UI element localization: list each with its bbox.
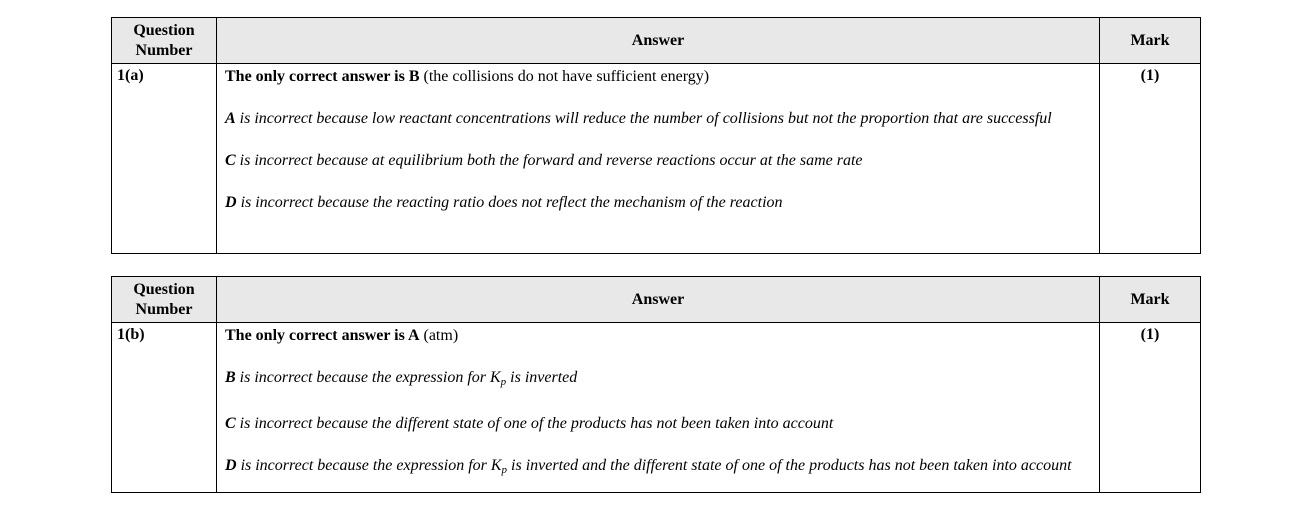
answer-header: Answer	[217, 277, 1100, 323]
option-b-explanation: B is incorrect because the expression for $K_p$ is inverted	[225, 369, 578, 388]
option-d-explanation: D is incorrect because the reacting ratio does not reflect the mechanism of the reaction	[225, 194, 783, 211]
correct-answer	[225, 67, 1091, 87]
answer-cell	[217, 64, 1100, 254]
answer-cell	[217, 323, 1100, 493]
option-c-explanation: C is incorrect because the different state of one of the products has not been taken into account	[225, 415, 834, 432]
answer-row	[112, 64, 1201, 254]
mark-header: Mark	[1100, 18, 1201, 64]
mark-scheme-table-1a	[111, 17, 1201, 254]
correct-answer-reason: (the collisions do not have sufficient energy)	[419, 68, 710, 85]
kp-symbol: $K_p$	[490, 457, 508, 476]
answer-header: Answer	[217, 18, 1100, 64]
correct-answer	[225, 326, 1091, 346]
answer-row	[112, 323, 1201, 493]
mark-header: Mark	[1100, 277, 1201, 323]
question-number: 1(b)	[112, 323, 217, 493]
question-number: 1(a)	[112, 64, 217, 254]
header-row	[112, 277, 1201, 323]
kp-symbol: $K_p$	[489, 369, 507, 388]
mark-value: (1)	[1100, 64, 1201, 254]
correct-answer-lead: The only correct answer is B	[225, 68, 420, 85]
option-d-explanation: D is incorrect because the expression for $K_p$ is inverted and the different state of one of the products has not been taken into account	[225, 457, 1072, 476]
header-row	[112, 18, 1201, 64]
option-a-explanation: A is incorrect because low reactant concentrations will reduce the number of collisions but not the proportion that are successful	[225, 110, 1052, 127]
option-c-explanation: C is incorrect because at equilibrium both the forward and reverse reactions occur at the same rate	[225, 152, 863, 169]
correct-answer-reason: (atm)	[419, 327, 459, 344]
mark-value: (1)	[1100, 323, 1201, 493]
mark-scheme-table-1b	[111, 276, 1201, 493]
question-number-header: Question Number	[112, 277, 217, 323]
question-number-header: Question Number	[112, 18, 217, 64]
correct-answer-lead: The only correct answer is A	[225, 327, 420, 344]
